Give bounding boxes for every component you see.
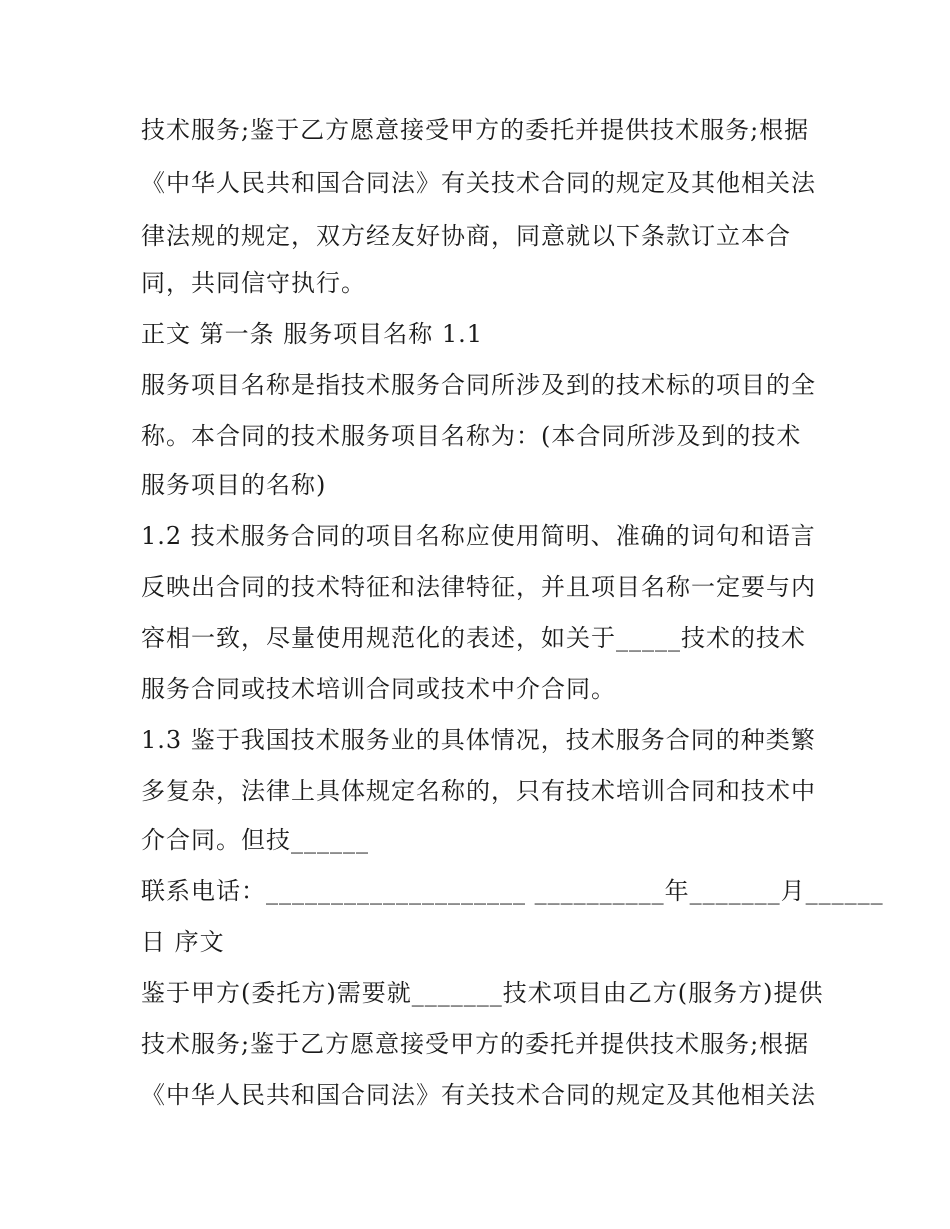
body-text-line: 多复杂，法律上具体规定名称的，只有技术培训合同和技术中: [141, 777, 816, 805]
body-text-line: 介合同。但技______: [141, 826, 369, 854]
body-text-line: 反映出合同的技术特征和法律特征，并且项目名称一定要与内: [141, 573, 816, 601]
body-text-line: 容相一致，尽量使用规范化的表述，如关于_____技术的技术: [141, 624, 806, 652]
contact-phone-line: 联系电话：____________________ __________年_______月______: [141, 877, 884, 905]
body-text-line: 技术服务;鉴于乙方愿意接受甲方的委托并提供技术服务;根据: [141, 1030, 810, 1058]
body-text-line: 鉴于甲方(委托方)需要就_______技术项目由乙方(服务方)提供: [141, 979, 824, 1007]
body-text-line: 《中华人民共和国合同法》有关技术合同的规定及其他相关法: [141, 1081, 816, 1109]
body-text-line: 同，共同信守执行。: [141, 269, 366, 297]
section-heading: 正文 第一条 服务项目名称 1.1: [141, 320, 484, 348]
clause-1-3-line: 1.3 鉴于我国技术服务业的具体情况，技术服务合同的种类繁: [141, 726, 816, 754]
body-text-line: 《中华人民共和国合同法》有关技术合同的规定及其他相关法: [141, 169, 816, 197]
body-text-line: 律法规的规定，双方经友好协商，同意就以下条款订立本合: [141, 222, 791, 250]
body-text-line: 称。本合同的技术服务项目名称为：(本合同所涉及到的技术: [141, 422, 802, 450]
clause-1-2-line: 1.2 技术服务合同的项目名称应使用简明、准确的词句和语言: [141, 522, 816, 550]
body-text-line: 服务合同或技术培训合同或技术中介合同。: [141, 675, 616, 703]
preamble-heading: 日 序文: [141, 928, 225, 956]
body-text-line: 服务项目的名称): [141, 471, 327, 499]
body-text-line: 服务项目名称是指技术服务合同所涉及到的技术标的项目的全: [141, 371, 816, 399]
body-text-line: 技术服务;鉴于乙方愿意接受甲方的委托并提供技术服务;根据: [141, 116, 810, 144]
